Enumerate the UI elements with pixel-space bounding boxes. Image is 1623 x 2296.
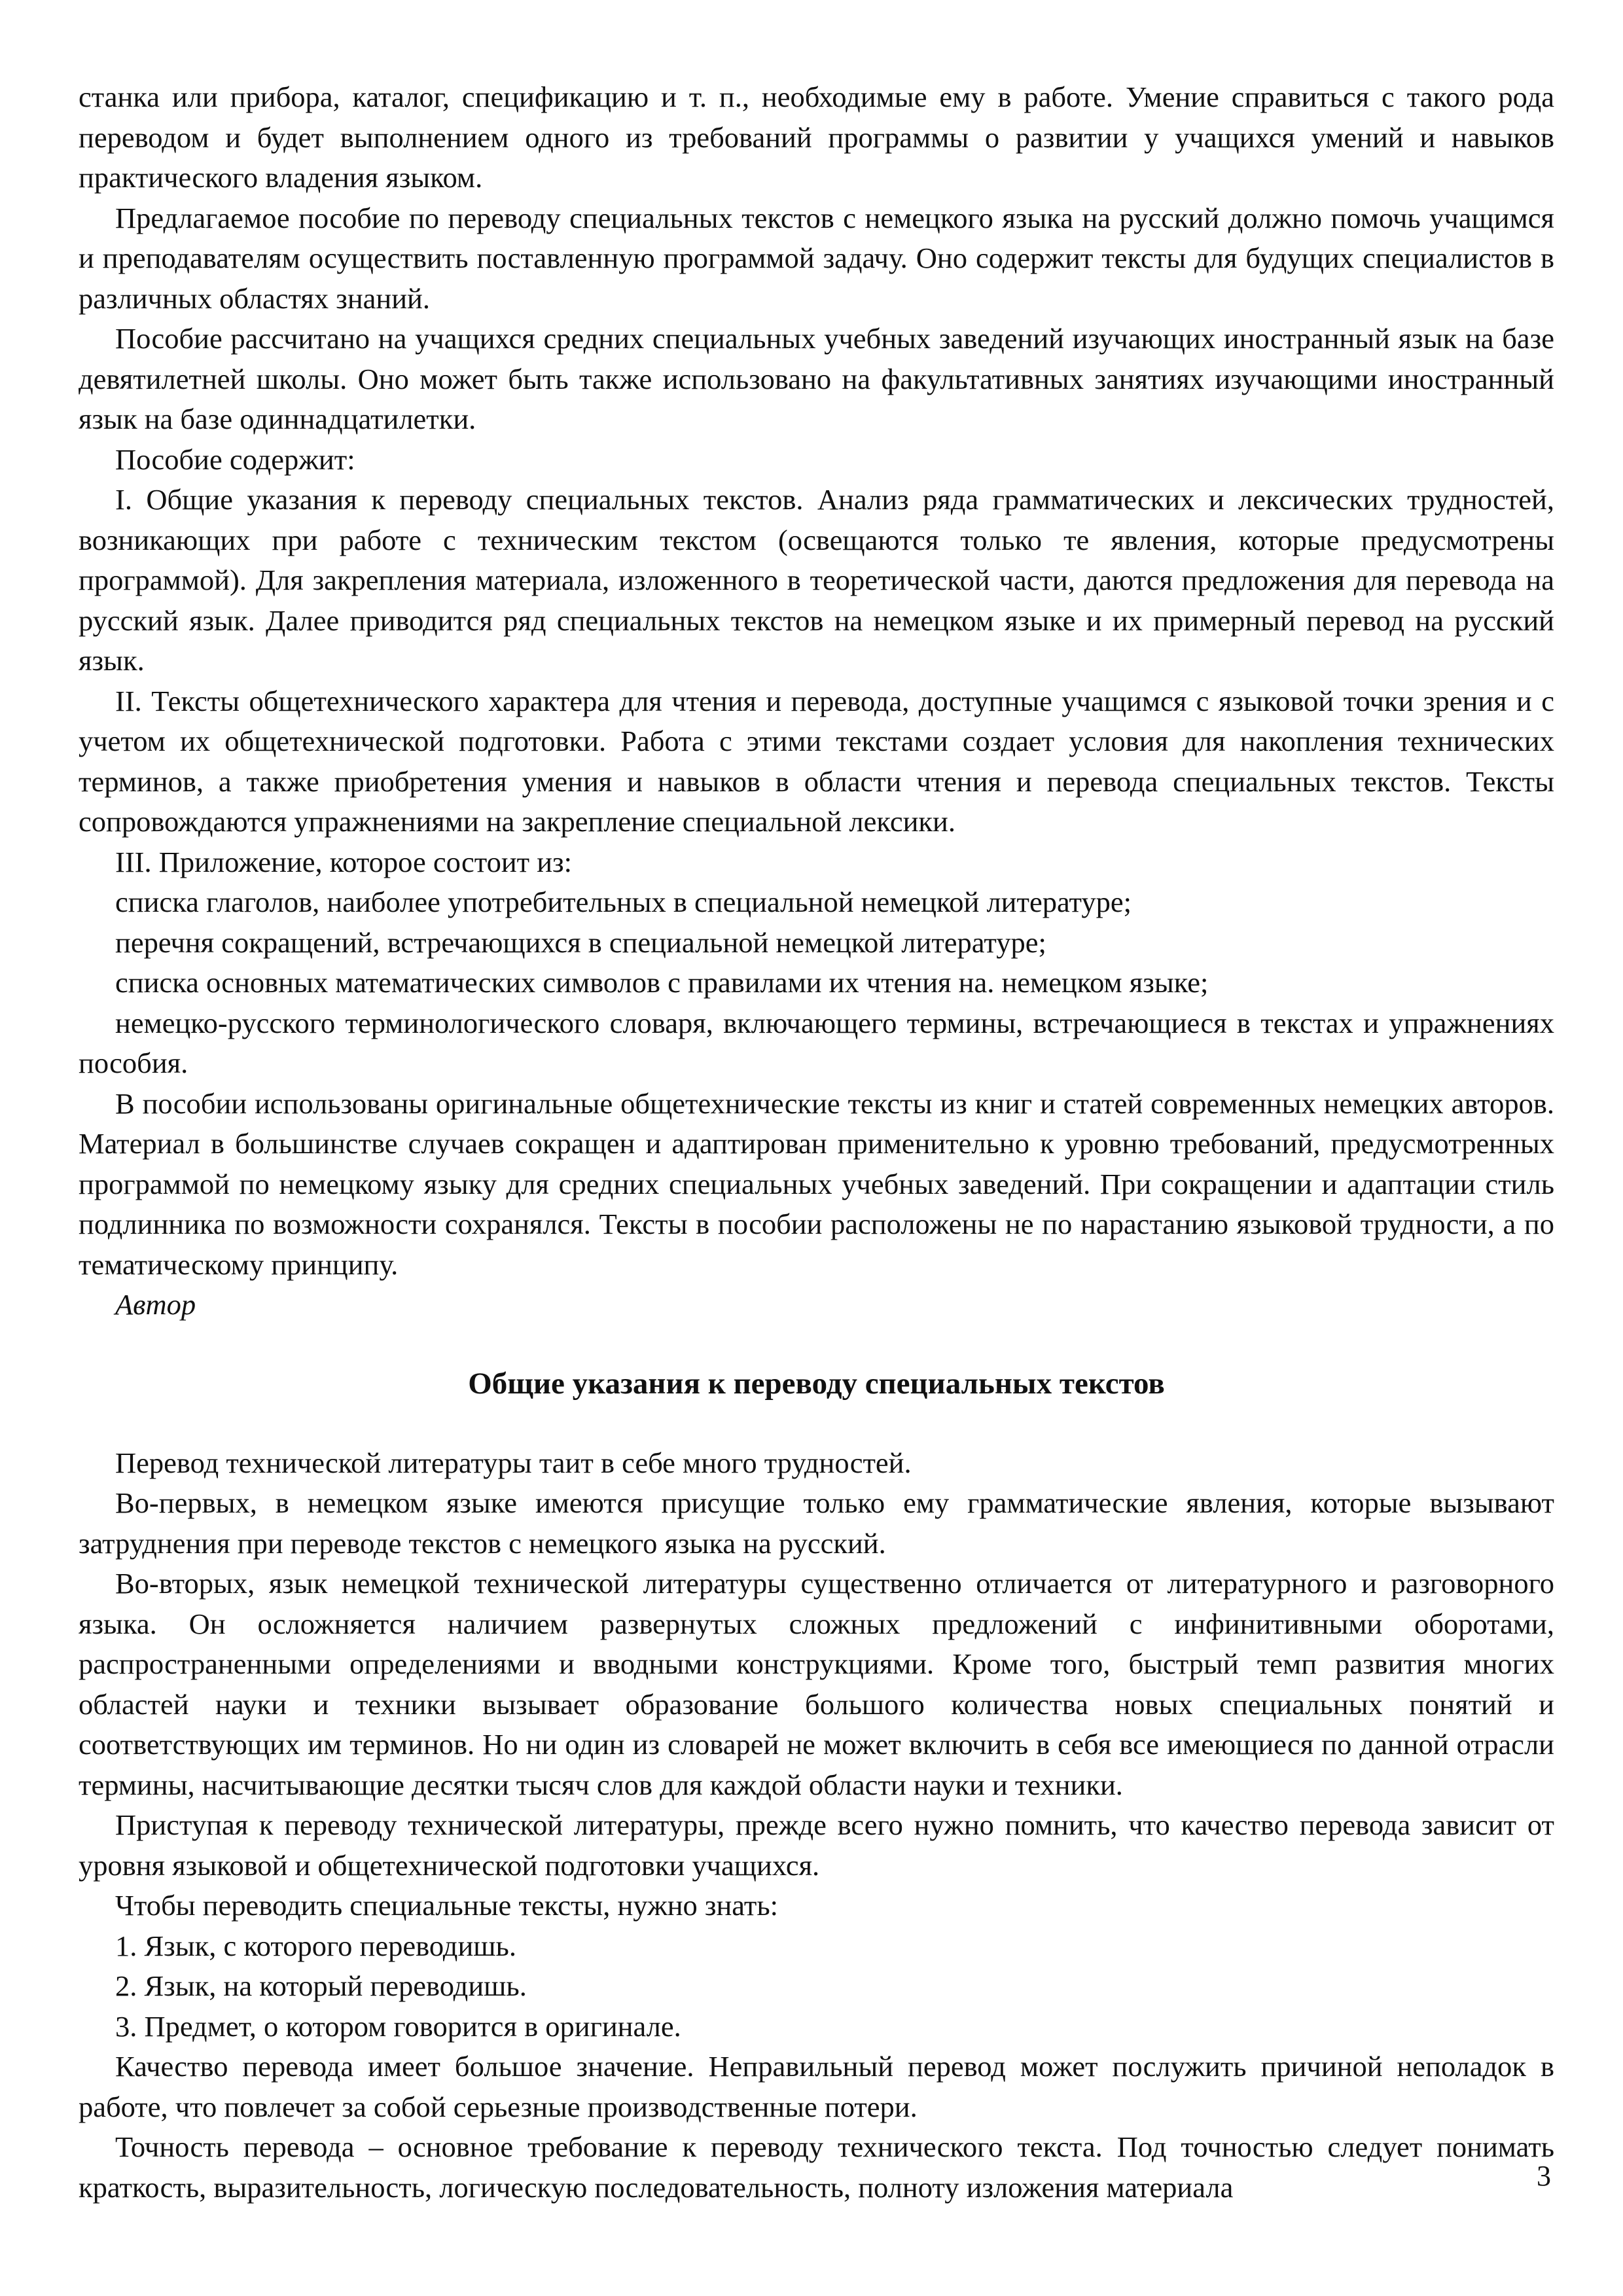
paragraph-accuracy: Точность перевода – основное требование к переводу технического текста. Под точностью следует понимать краткость, выразительность, логическую последовательность, полноту изложения материала: [79, 2130, 1554, 2204]
paragraph-difficulties: Перевод технической литературы таит в себе много трудностей.: [115, 1446, 912, 1479]
paragraph-quality-importance: Качество перевода имеет большое значение. Неправильный перевод может послужить причиной неполадок в работе, что повлечет за собой серьезные производственные потери.: [79, 2050, 1554, 2123]
paragraph-purpose: Предлагаемое пособие по переводу специальных текстов с немецкого языка на русский должно помочь учащимся и преподавателям осуществить поставленную программой задачу. Оно содержит тексты для будущих специалистов в различных областях знаний.: [79, 201, 1554, 315]
list-item-math-symbols: списка основных математических символов с правилами их чтения на. немецком языке;: [115, 966, 1209, 999]
list-item-abbreviations: перечня сокращений, встречающихся в специальной немецкой литературе;: [115, 925, 1046, 959]
list-item-dictionary: немецко-русского терминологического словаря, включающего термины, встречающиеся в текстах и упражнениях пособия.: [79, 1006, 1554, 1079]
author-signature: Автор: [115, 1288, 196, 1321]
document-page: [79, 77, 1554, 2208]
list-item-verbs: списка глаголов, наиболее употребительных в специальной немецкой литературе;: [115, 886, 1132, 918]
paragraph-part-three: III. Приложение, которое состоит из:: [115, 845, 572, 878]
section-heading: Общие указания к переводу специальных текстов: [468, 1366, 1165, 1401]
paragraph-contents-lead: Пособие содержит:: [115, 442, 355, 476]
paragraph-quality-note: Приступая к переводу технической литературы, прежде всего нужно помнить, что качество перевода зависит от уровня языковой и общетехнической подготовки учащихся.: [79, 1808, 1554, 1882]
list-item-subject: 3. Предмет, о котором говорится в оригинале.: [115, 2009, 681, 2043]
list-item-source-language: 1. Язык, с которого переводишь.: [115, 1929, 516, 1962]
paragraph-part-two: II. Тексты общетехнического характера для чтения и перевода, доступные учащимся с языковой точки зрения и с учетом их общетехнической подготовки. Работа с этими текстами создает условия для накопления технических терминов, а также приобретения умения и навыков в области чтения и перевода специальных текстов. Тексты сопровождаются упражнениями на закрепление специальной лексики.: [79, 684, 1554, 838]
page-number: 3: [1537, 2160, 1551, 2192]
paragraph-audience: Пособие рассчитано на учащихся средних специальных учебных заведений изучающих иностранный язык на базе девятилетней школы. Оно может быть также использовано на факультативных занятиях изучающими иностранный язык на базе одиннадцатилетки.: [79, 322, 1554, 435]
paragraph-first-reason: Во-первых, в немецком языке имеются присущие только ему грамматические явления, которые вызывают затруднения при переводе текстов с немецкого языка на русский.: [79, 1486, 1554, 1560]
paragraph-second-reason: Во-вторых, язык немецкой технической литературы существенно отличается от литературного и разговорного языка. Он осложняется наличием развернутых сложных предложений с инфинитивными оборотами, распространенными определениями и вводными конструкциями. Кроме того, быстрый темп развития многих областей науки и техники вызывает образование большого количества новых специальных понятий и соответствующих им терминов. Но ни один из словарей не может включить в себя все имеющиеся по данной отрасли термины, насчитывающие десятки тысяч слов для каждой области науки и техники.: [79, 1567, 1554, 1801]
list-item-target-language: 2. Язык, на который переводишь.: [115, 1969, 527, 2002]
paragraph-sources: В пособии использованы оригинальные общетехнические тексты из книг и статей современных немецких авторов. Материал в большинстве случаев сокращен и адаптирован применительно к уровню требований, предусмотренных программой по немецкому языку для средних специальных учебных заведений. При сокращении и адаптации стиль подлинника по возможности сохранялся. Тексты в пособии расположены не по нарастанию языковой трудности, а по тематическому принципу.: [79, 1086, 1554, 1281]
paragraph-part-one: I. Общие указания к переводу специальных текстов. Анализ ряда грамматических и лексических трудностей, возникающих при работе с техническим текстом (освещаются только те явления, которые предусмотрены программой). Для закрепления материала, изложенного в теоретической части, даются предложения для перевода на русский язык. Далее приводится ряд специальных текстов на немецком языке и их примерный перевод на русский язык.: [79, 483, 1554, 677]
paragraph-intro-continued: станка или прибора, каталог, спецификацию и т. п., необходимые ему в работе. Умение справиться с такого рода переводом и будет выполнением одного из требований программы о развитии у учащихся умений и навыков практического владения языком.: [79, 81, 1554, 194]
paragraph-requirements-lead: Чтобы переводить специальные тексты, нужно знать:: [115, 1889, 779, 1922]
